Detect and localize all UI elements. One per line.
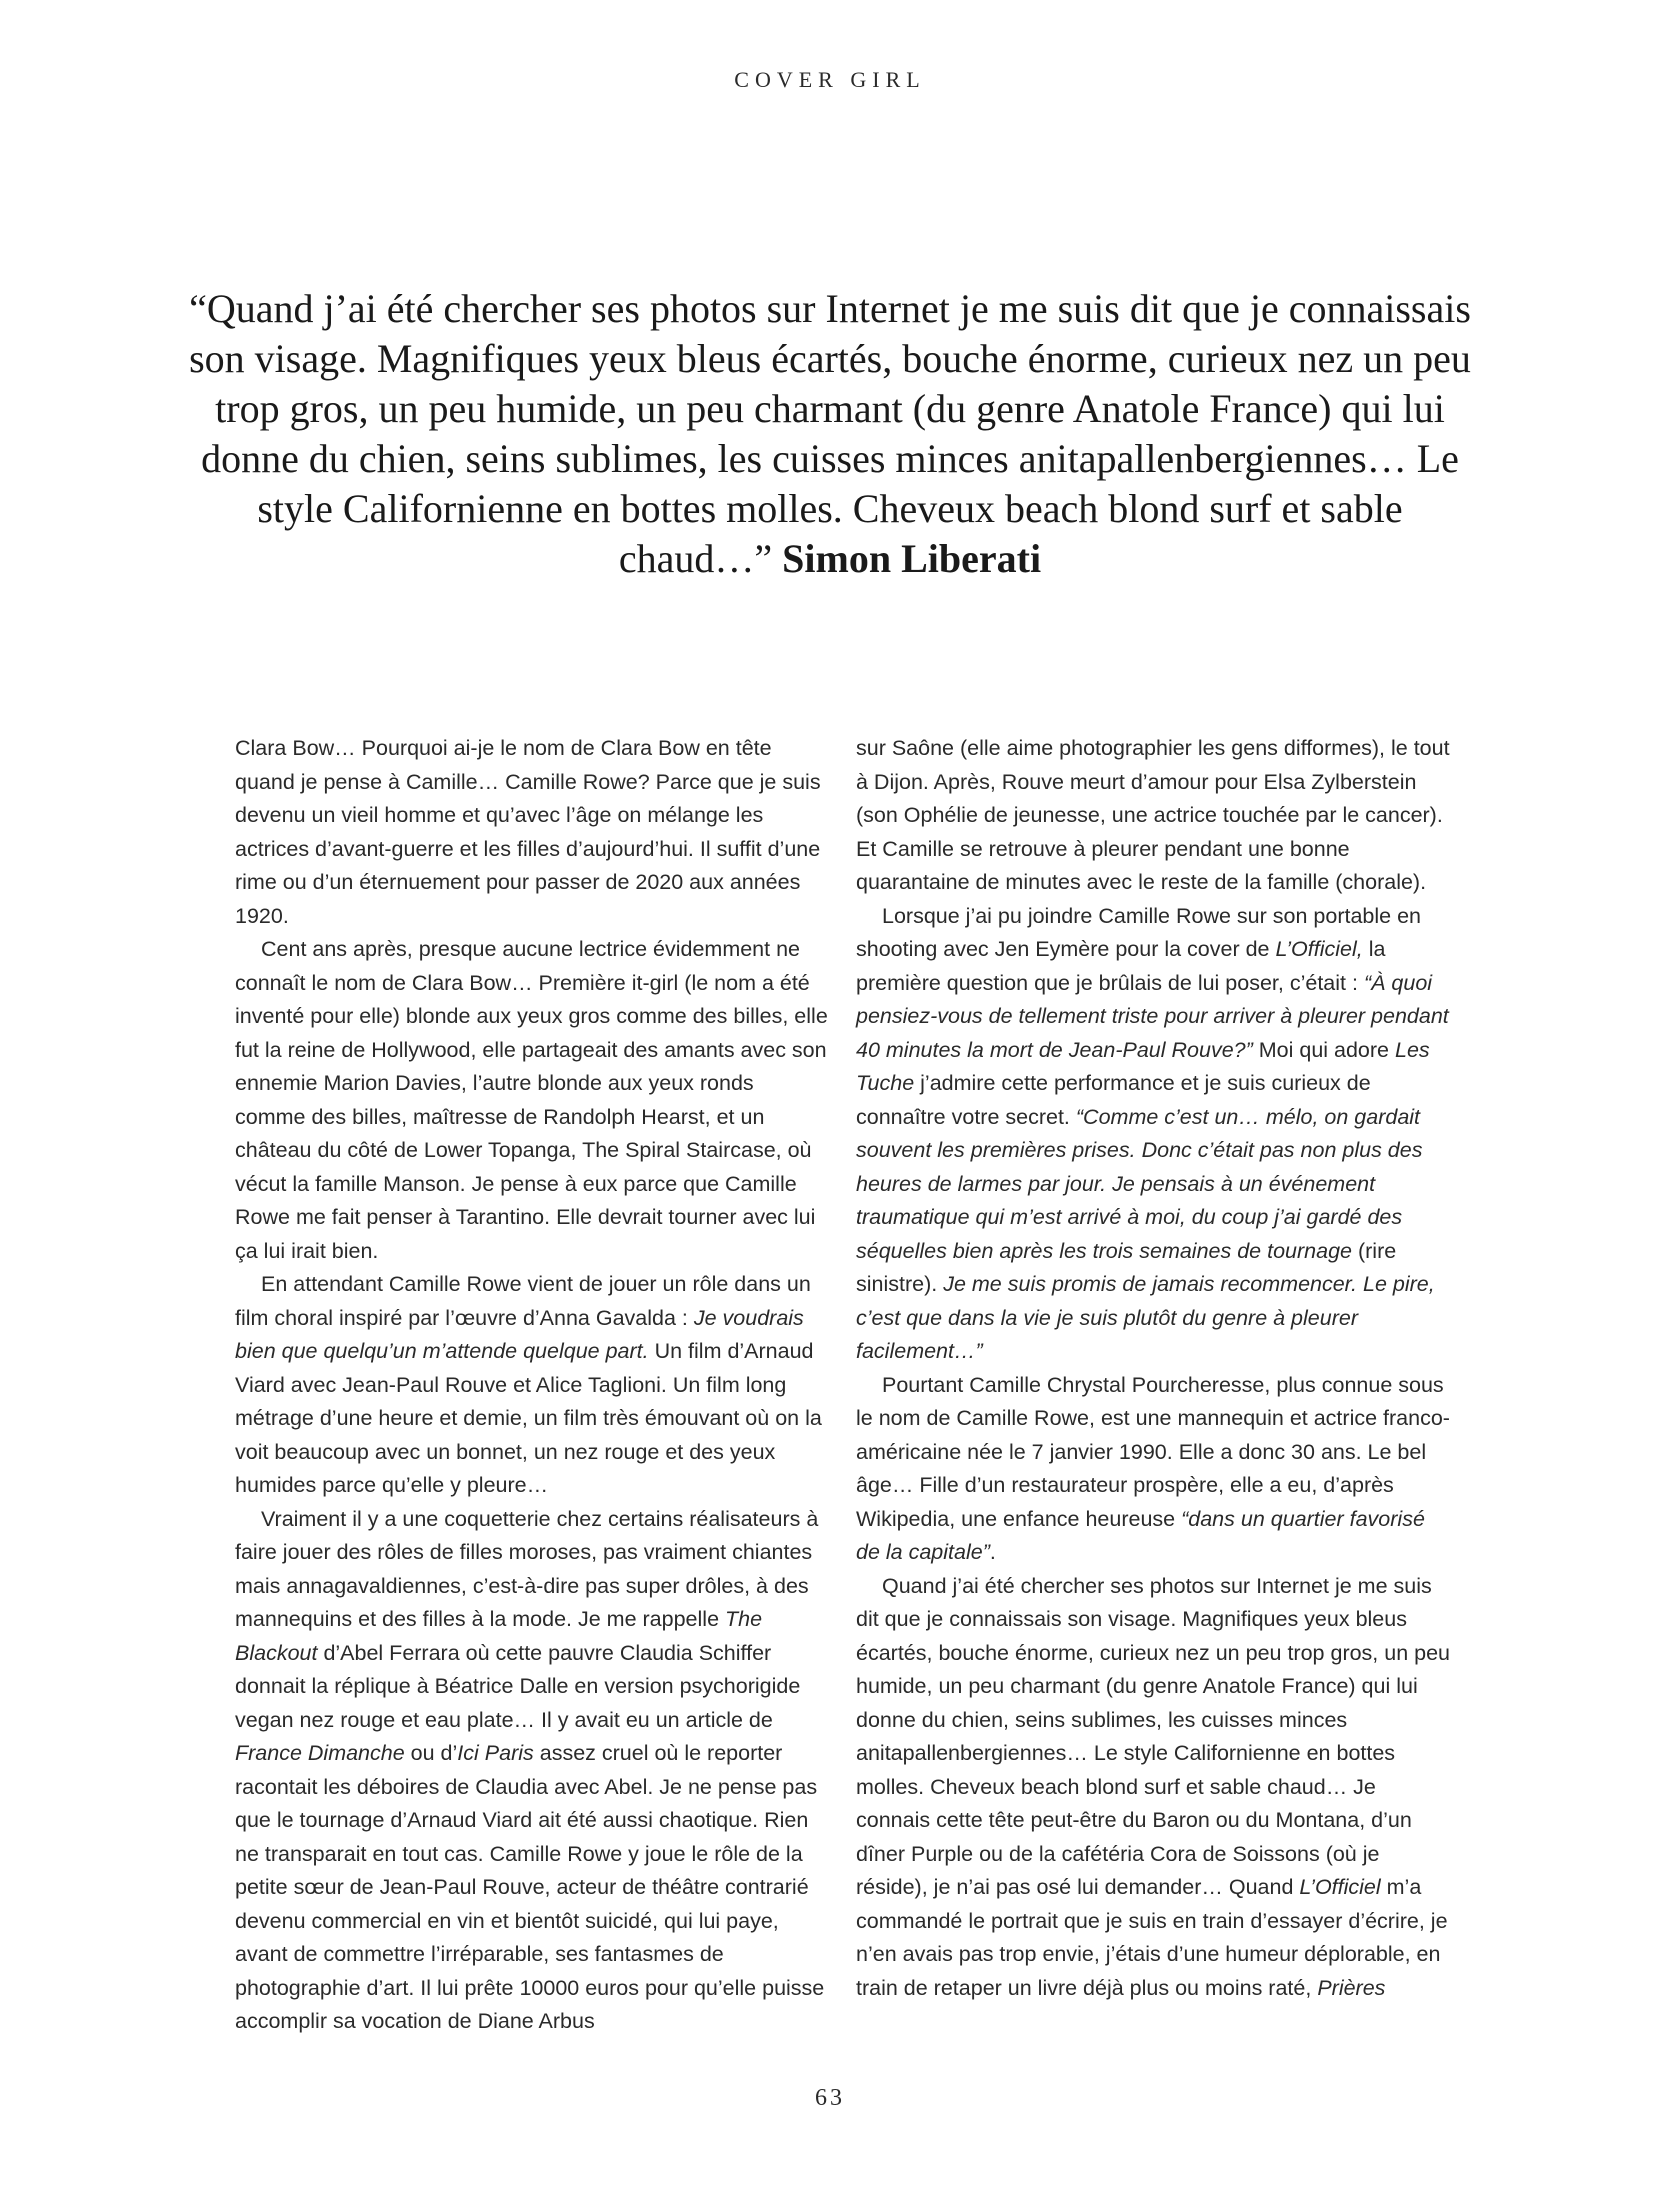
- paragraph: [856, 1570, 1451, 2006]
- italic-text: “À quoi pensiez-vous de tellement triste pour arriver à pleurer pendant 40 minutes la mort de Jean-Paul Rouve?”: [856, 970, 1449, 1062]
- article-column-right: [856, 732, 1451, 2005]
- text-run: la première question que je brûlais de lui poser, c’était :: [856, 937, 1386, 995]
- text-run: Clara Bow… Pourquoi ai-je le nom de Clara Bow en tête quand je pense à Camille… Camille Rowe? Parce que je suis devenu un vieil homme et qu’avec l’âge on mélange les actrices d’avant-guerre et les filles d’aujourd’hui. Il suffit d’une rime ou d’un éternuement pour passer de 2020 aux années 1920.: [235, 736, 821, 928]
- pull-quote: [180, 284, 1480, 584]
- text-run: Lorsque j’ai pu joindre Camille Rowe sur son portable en shooting avec Jen Eymère pour la cover de: [856, 903, 1421, 961]
- italic-text: France Dimanche: [235, 1741, 405, 1765]
- section-header: COVER GIRL: [734, 67, 926, 92]
- italic-text: Prières: [1317, 1975, 1386, 2000]
- text-run: ou d’: [404, 1741, 458, 1765]
- text-run: m’a commandé le portrait que je suis en train d’essayer d’écrire, je n’en avais pas trop envie, j’étais d’une humeur déplorable, en train de retaper un livre déjà plus ou moins raté,: [856, 1875, 1448, 2000]
- paragraph: [856, 732, 1451, 900]
- italic-text: “dans un quartier favorisé de la capitale”: [856, 1506, 1425, 1564]
- pull-quote-author: Simon Liberati: [782, 536, 1042, 581]
- paragraph: [856, 900, 1451, 1369]
- italic-text: Je me suis promis de jamais recommencer. Le pire, c’est que dans la vie je suis plutôt du genre à pleurer facilement…”: [856, 1272, 1435, 1363]
- text-run: d’Abel Ferrara où cette pauvre Claudia Schiffer donnait la réplique à Béatrice Dalle en version psychorigide vegan nez rouge et eau plate… Il y avait eu un article de: [235, 1640, 801, 1732]
- text-run: assez cruel où le reporter racontait les déboires de Claudia avec Abel. Je ne pense pas que le tournage d’Arnaud Viard ait été aussi chaotique. Rien ne transparait en tout cas. Camille Rowe y joue le rôle de la petite sœur de Jean-Paul Rouve, acteur de théâtre contrarié devenu commercial en vin et bientôt suicidé, qui lui paye, avant de commettre l’irréparable, ses fantasmes de photographie d’art. Il lui prête 10000 euros pour qu’elle puisse accomplir sa vocation de Diane Arbus: [235, 1741, 825, 2033]
- paragraph: [856, 1369, 1451, 1570]
- text-run: j’admire cette performance et je suis curieux de connaître votre secret.: [856, 1071, 1371, 1129]
- text-run: Quand j’ai été chercher ses photos sur Internet je me suis dit que je connaissais son visage. Magnifiques yeux bleus écartés, bouche énorme, curieux nez un peu trop gros, un peu humide, un peu charmant (du genre Anatole France) qui lui donne du chien, seins sublimes, les cuisses minces anitapallenbergiennes… Le style Californienne en bottes molles. Cheveux beach blond surf et sable chaud… Je connais cette tête peut-être du Baron ou du Montana, d’un dîner Purple ou de la cafétéria Cora de Soissons (où je réside), je n’ai pas osé lui demander… Quand: [856, 1573, 1451, 1899]
- italic-text: Ici Paris: [457, 1741, 534, 1765]
- text-run: .: [989, 1540, 996, 1564]
- text-run: Pourtant Camille Chrystal Pourcheresse, plus connue sous le nom de Camille Rowe, est une mannequin et actrice franco-américaine née le 7 janvier 1990. Elle a donc 30 ans. Le bel âge… Fille d’un restaurateur prospère, elle a eu, d’après Wikipedia, une enfance heureuse: [856, 1372, 1450, 1531]
- italic-text: “Comme c’est un… mélo, on gardait souvent les premières prises. Donc c’était pas non plus des heures de larmes par jour. Je pensais à un événement traumatique qui m’est arrivé à moi, du coup j’ai gardé des séquelles bien après les trois semaines de tournage: [856, 1104, 1423, 1263]
- pull-quote-text: “Quand j’ai été chercher ses photos sur Internet je me suis dit que je connaissais son visage. Magnifiques yeux bleus écartés, bouche énorme, curieux nez un peu trop gros, un peu humide, un peu charmant (du genre Anatole France) qui lui donne du chien, seins sublimes, les cuisses minces anitapallenbergiennes… Le style Californienne en bottes molles. Cheveux beach blond surf et sable chaud…”: [189, 286, 1471, 581]
- text-run: Un film d’Arnaud Viard avec Jean-Paul Rouve et Alice Taglioni. Un film long métrage d’une heure et demie, un film très émouvant où on la voit beaucoup avec un bonnet, un nez rouge et des yeux humides parce qu’elle y pleure…: [235, 1339, 822, 1497]
- paragraph: [235, 933, 830, 1268]
- text-run: Moi qui adore: [1252, 1037, 1395, 1062]
- italic-text: L’Officiel,: [1275, 937, 1363, 961]
- text-run: (rire sinistre).: [856, 1238, 1397, 1296]
- text-run: Vraiment il y a une coquetterie chez certains réalisateurs à faire jouer des rôles de filles moroses, pas vraiment chiantes mais annagavaldiennes, c’est-à-dire pas super drôles, à des mannequins et des filles à la mode. Je me rappelle: [235, 1506, 819, 1631]
- italic-text: L’Officiel: [1299, 1875, 1381, 1899]
- paragraph: [235, 1268, 830, 1503]
- paragraph: [235, 732, 830, 933]
- paragraph: [235, 1503, 830, 2039]
- text-run: sur Saône (elle aime photographier les gens difformes), le tout à Dijon. Après, Rouve meurt d’amour pour Elsa Zylberstein (son Ophélie de jeunesse, une actrice touchée par le cancer). Et Camille se retrouve à pleurer pendant une bonne quarantaine de minutes avec le reste de la famille (chorale).: [856, 736, 1450, 894]
- text-run: Cent ans après, presque aucune lectrice évidemment ne connaît le nom de Clara Bow… Première it-girl (le nom a été inventé pour elle) blonde aux yeux gros comme des billes, elle fut la reine de Hollywood, elle partageait des amants avec son ennemie Marion Davies, l’autre blonde aux yeux ronds comme des billes, maîtresse de Randolph Hearst, et un château du côté de Lower Topanga, The Spiral Staircase, où vécut la famille Manson. Je pense à eux parce que Camille Rowe me fait penser à Tarantino. Elle devrait tourner avec lui ça lui irait bien.: [235, 937, 828, 1263]
- article-column-left: [235, 732, 830, 2039]
- text-run: En attendant Camille Rowe vient de jouer un rôle dans un film choral inspiré par l’œuvre d’Anna Gavalda :: [235, 1272, 811, 1330]
- italic-text: Je voudrais bien que quelqu’un m’attende quelque part.: [235, 1305, 804, 1363]
- page-number: 63: [815, 2085, 845, 2111]
- italic-text: The Blackout: [235, 1607, 763, 1665]
- italic-text: Les Tuche: [856, 1037, 1430, 1095]
